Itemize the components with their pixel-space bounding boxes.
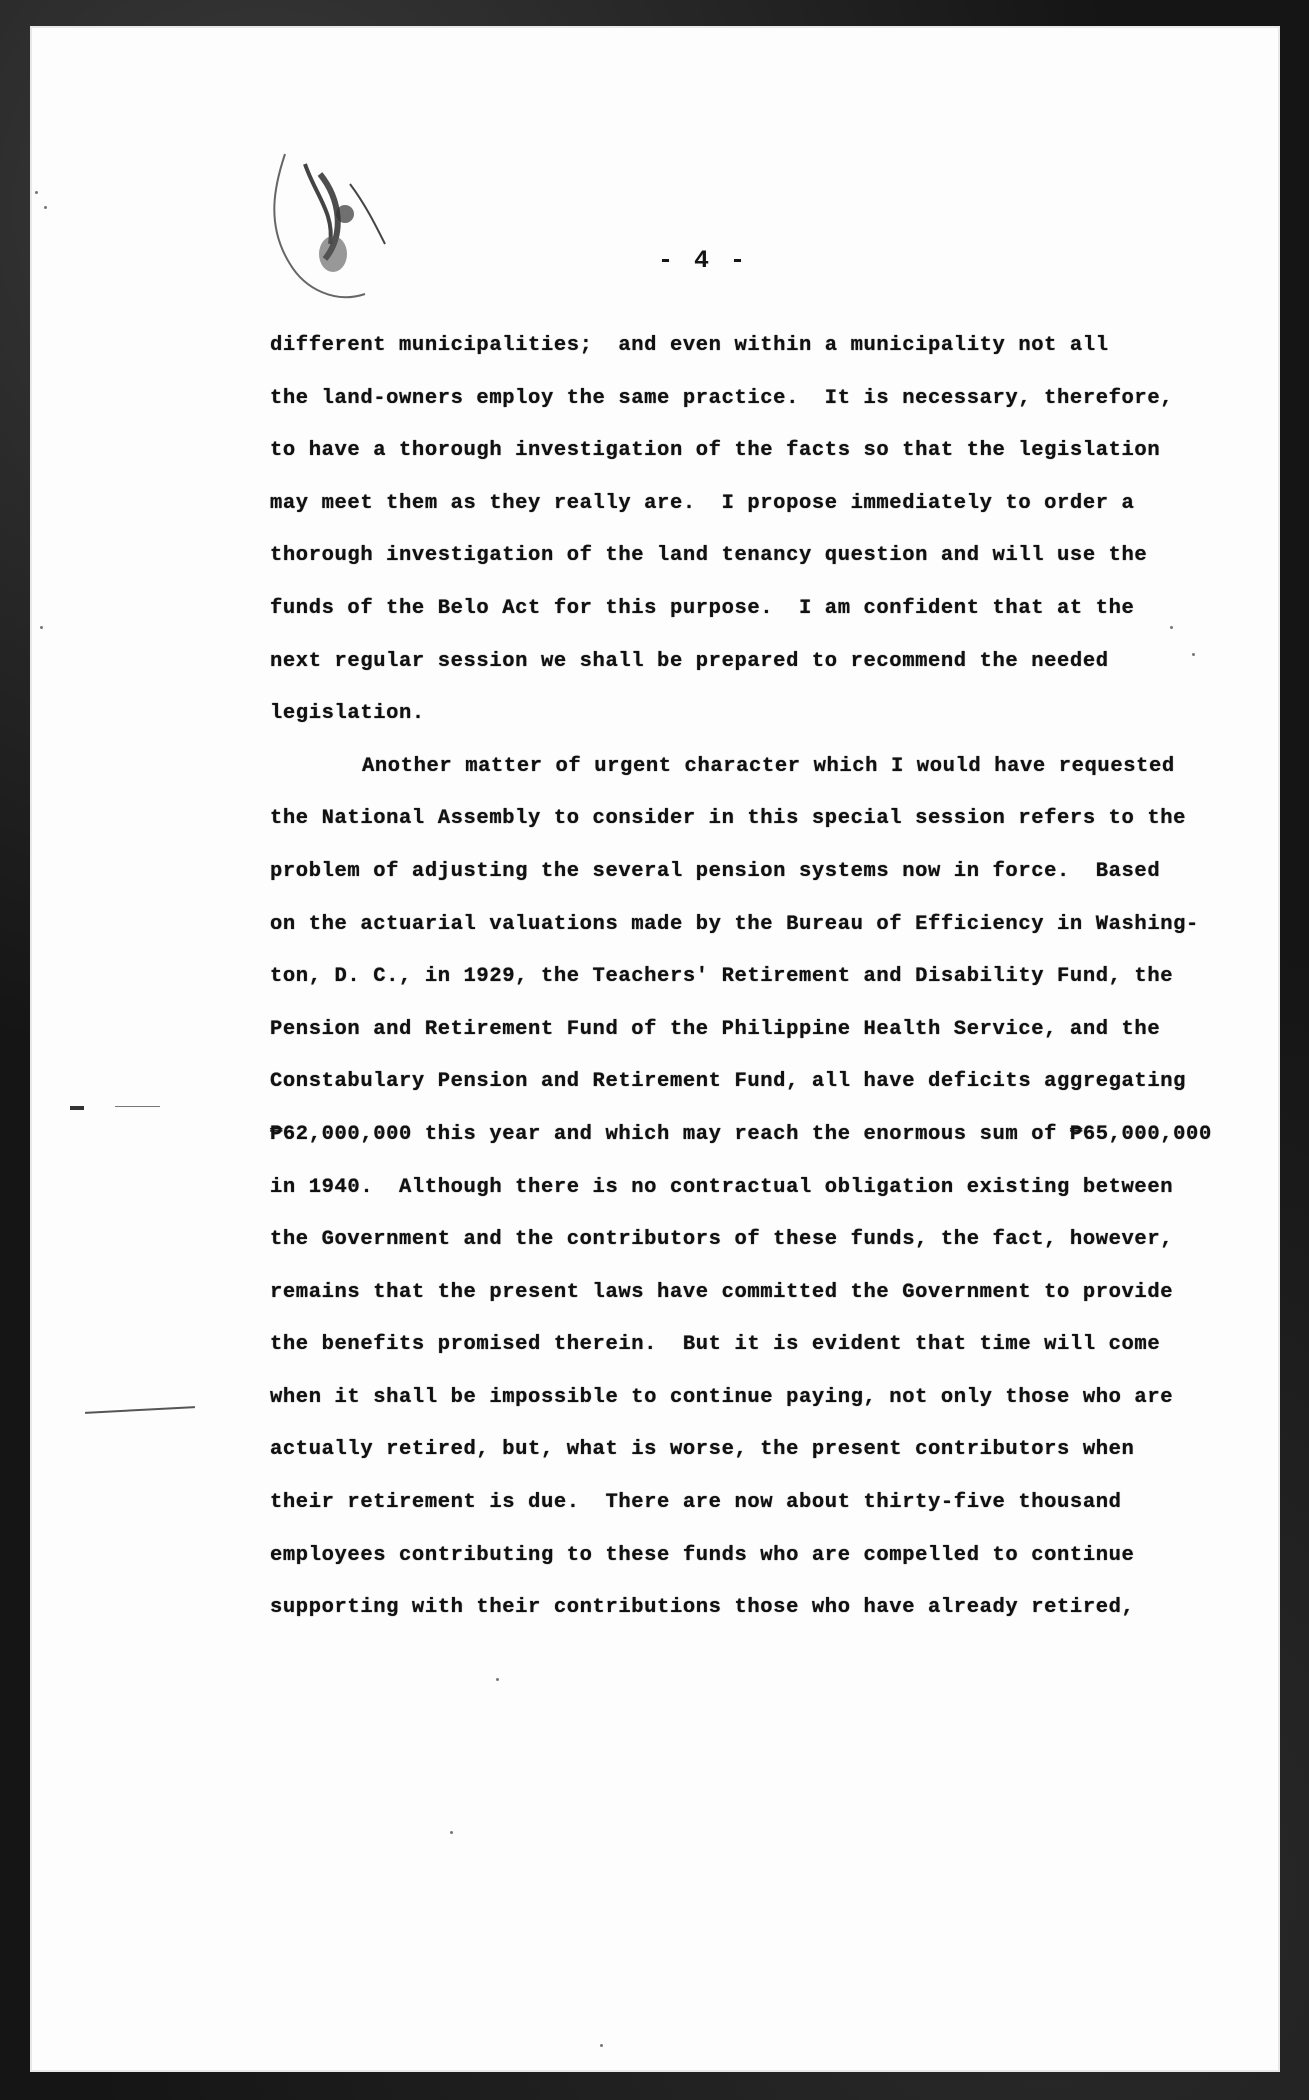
- text-line: supporting with their contributions those who have already retired,: [270, 1596, 1135, 1620]
- text-line: ₱62,000,000 this year and which may reach the enormous sum of ₱65,000,000: [270, 1122, 1212, 1146]
- text-line: thorough investigation of the land tenancy question and will use the: [270, 544, 1148, 568]
- text-line: the National Assembly to consider in this special session refers to the: [270, 807, 1187, 831]
- text-line: when it shall be impossible to continue paying, not only those who are: [270, 1385, 1174, 1409]
- text-line: actually retired, but, what is worse, the present contributors when: [270, 1438, 1135, 1462]
- body-text: [270, 320, 1255, 1635]
- text-line: funds of the Belo Act for this purpose. I am confident that at the: [270, 596, 1135, 620]
- text-line: may meet them as they really are. I propose immediately to order a: [270, 491, 1135, 515]
- text-line: different municipalities; and even within a municipality not all: [270, 334, 1109, 357]
- text-line: their retirement is due. There are now about thirty-five thousand: [270, 1491, 1122, 1515]
- text-line: Constabulary Pension and Retirement Fund, all have deficits aggregating: [270, 1070, 1187, 1094]
- text-line: on the actuarial valuations made by the Bureau of Efficiency in Washing-: [270, 912, 1199, 936]
- text-line: ton, D. C., in 1929, the Teachers' Retirement and Disability Fund, the: [270, 965, 1174, 989]
- document-page: [30, 26, 1280, 2072]
- text-line: to have a thorough investigation of the facts so that the legislation: [270, 439, 1161, 463]
- text-line: problem of adjusting the several pension systems now in force. Based: [270, 859, 1161, 883]
- text-line: legislation.: [270, 702, 425, 726]
- text-line: next regular session we shall be prepared to recommend the needed: [270, 649, 1109, 673]
- text-line: the Government and the contributors of these funds, the fact, however,: [270, 1228, 1174, 1252]
- ink-smudge-mark: [245, 144, 395, 314]
- text-line: employees contributing to these funds who are compelled to continue: [270, 1543, 1135, 1567]
- text-line: the land-owners employ the same practice. It is necessary, therefore,: [270, 386, 1174, 410]
- margin-mark: [85, 1406, 195, 1414]
- margin-mark: [115, 1106, 160, 1107]
- paragraph-first-line: Another matter of urgent character which I would have requested: [362, 754, 1175, 778]
- text-line: in 1940. Although there is no contractual obligation existing between: [270, 1175, 1174, 1199]
- text-line: Pension and Retirement Fund of the Philippine Health Service, and the: [270, 1017, 1161, 1041]
- text-line: the benefits promised therein. But it is evident that time will come: [270, 1333, 1161, 1357]
- margin-mark: [70, 1106, 84, 1110]
- page-number: - 4 -: [658, 246, 749, 275]
- text-line: remains that the present laws have committed the Government to provide: [270, 1280, 1174, 1304]
